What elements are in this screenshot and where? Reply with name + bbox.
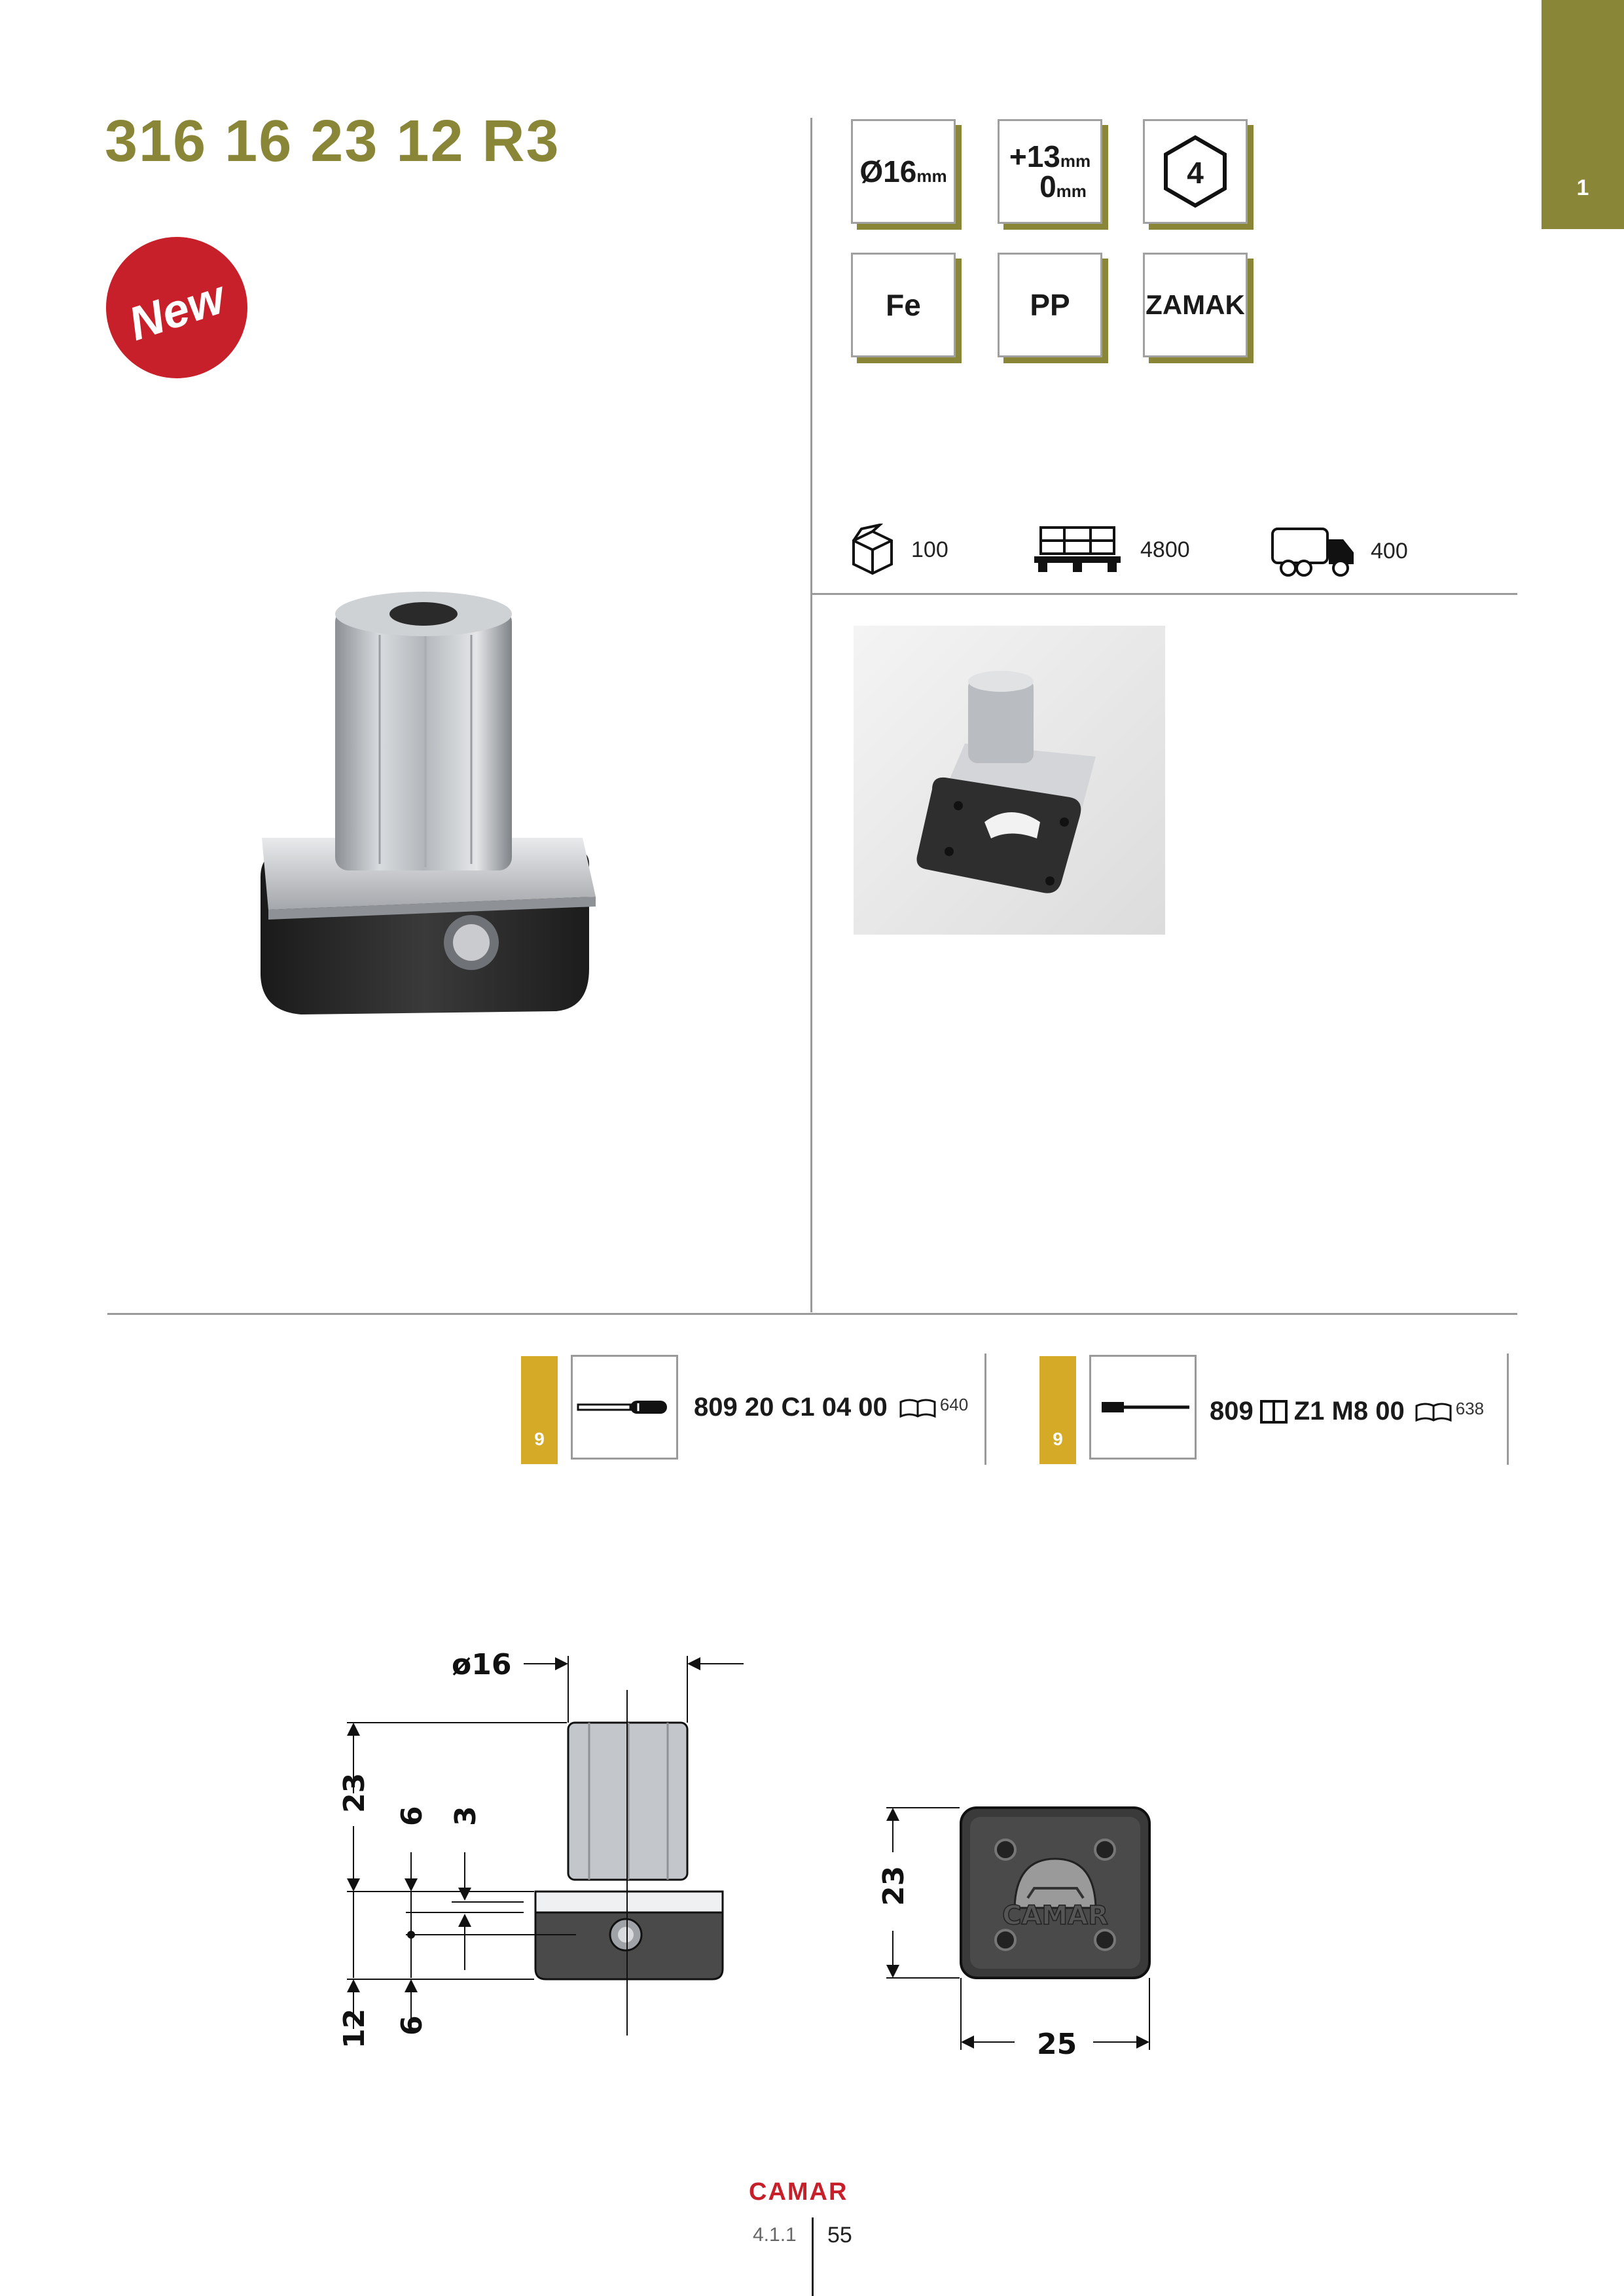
adjustment-spec — [998, 119, 1102, 224]
product-photo — [249, 576, 615, 1034]
adjust-zero-unit: mm — [1056, 181, 1087, 201]
dimension-6-upper: 6 — [395, 1806, 429, 1826]
drill-bit-icon — [1094, 1394, 1192, 1420]
side-view-drawing — [327, 1630, 785, 2075]
material-fe — [851, 253, 956, 357]
size-box-icon — [1259, 1399, 1289, 1425]
adjust-zero-value: 0 — [1039, 170, 1056, 204]
accessory-1-divider — [984, 1354, 986, 1465]
material-pp-label: PP — [1030, 288, 1070, 322]
footer-divider — [812, 2217, 814, 2296]
dimension-12: 12 — [338, 2008, 371, 2049]
material-zamak — [1143, 253, 1248, 357]
diameter-dimension: ø16 — [452, 1648, 512, 1681]
hex-key-spec — [1143, 119, 1248, 224]
catalog-book-icon — [1414, 1401, 1453, 1423]
pallet-quantity: 4800 — [1140, 537, 1190, 562]
hex-size-value: 4 — [1187, 156, 1204, 190]
hex-key-icon — [575, 1394, 674, 1420]
new-badge-label: New — [122, 271, 231, 351]
material-fe-label: Fe — [886, 288, 921, 322]
diameter-unit: mm — [916, 166, 947, 186]
dimension-6-lower: 6 — [395, 2015, 429, 2036]
camar-logo-engraving: CAMAR — [1002, 1901, 1108, 1931]
accessory-2-icon-box — [1089, 1355, 1197, 1460]
height-total-dimension: 23 — [338, 1772, 371, 1813]
bottom-height-dimension: 23 — [877, 1865, 911, 1906]
material-pp — [998, 253, 1102, 357]
accessory-1-code[interactable]: 809 20 C1 04 00 — [694, 1393, 888, 1422]
pack-divider — [812, 593, 1517, 595]
box-quantity: 100 — [911, 537, 948, 562]
diameter-value: Ø16 — [859, 154, 917, 188]
bottom-width-dimension: 25 — [1037, 2028, 1077, 2061]
dimension-3: 3 — [449, 1806, 482, 1826]
truck-quantity: 400 — [1371, 538, 1408, 564]
section-divider — [107, 1313, 1517, 1315]
footer-page-number: 55 — [827, 2223, 852, 2248]
new-badge — [106, 237, 247, 378]
accessory-2-page: 638 — [1455, 1399, 1485, 1418]
accessory-2-code-prefix[interactable]: 809 — [1210, 1397, 1254, 1426]
adjust-plus-value: +13 — [1009, 139, 1060, 173]
material-zamak-label: ZAMAK — [1146, 289, 1245, 320]
accessory-2-divider — [1507, 1354, 1509, 1465]
accessory-1-info[interactable] — [694, 1393, 968, 1422]
chapter-tab — [1542, 0, 1624, 229]
chapter-number: 1 — [1576, 175, 1589, 200]
bottom-view-drawing — [851, 1780, 1191, 2068]
accessory-1-icon-box — [571, 1355, 678, 1460]
truck-icon — [1270, 524, 1358, 579]
pallet-icon — [1032, 524, 1123, 576]
catalog-book-icon — [898, 1397, 937, 1419]
adjust-plus-unit: mm — [1060, 151, 1091, 171]
box-icon — [851, 524, 894, 576]
accessory-2-tag — [1039, 1356, 1076, 1464]
vertical-divider — [810, 118, 812, 1312]
product-code-title: 316 16 23 12 R3 — [105, 109, 560, 174]
pack-truck — [1270, 524, 1408, 579]
bottom-view-render — [854, 626, 1165, 935]
accessory-1-tag — [521, 1356, 558, 1464]
pack-box — [851, 524, 948, 576]
product-photo-bottom-view — [854, 626, 1165, 935]
accessory-2-code-suffix[interactable]: Z1 M8 00 — [1293, 1397, 1405, 1426]
accessory-1-tag-label: 9 — [534, 1429, 545, 1449]
accessory-1-page: 640 — [939, 1395, 969, 1414]
pack-pallet — [1032, 524, 1190, 576]
footer-brand-logo: CAMAR — [749, 2178, 848, 2206]
footer-section: 4.1.1 — [753, 2224, 797, 2246]
diameter-spec — [851, 119, 956, 224]
accessory-2-info[interactable] — [1210, 1397, 1484, 1426]
accessory-2-tag-label: 9 — [1053, 1429, 1063, 1449]
